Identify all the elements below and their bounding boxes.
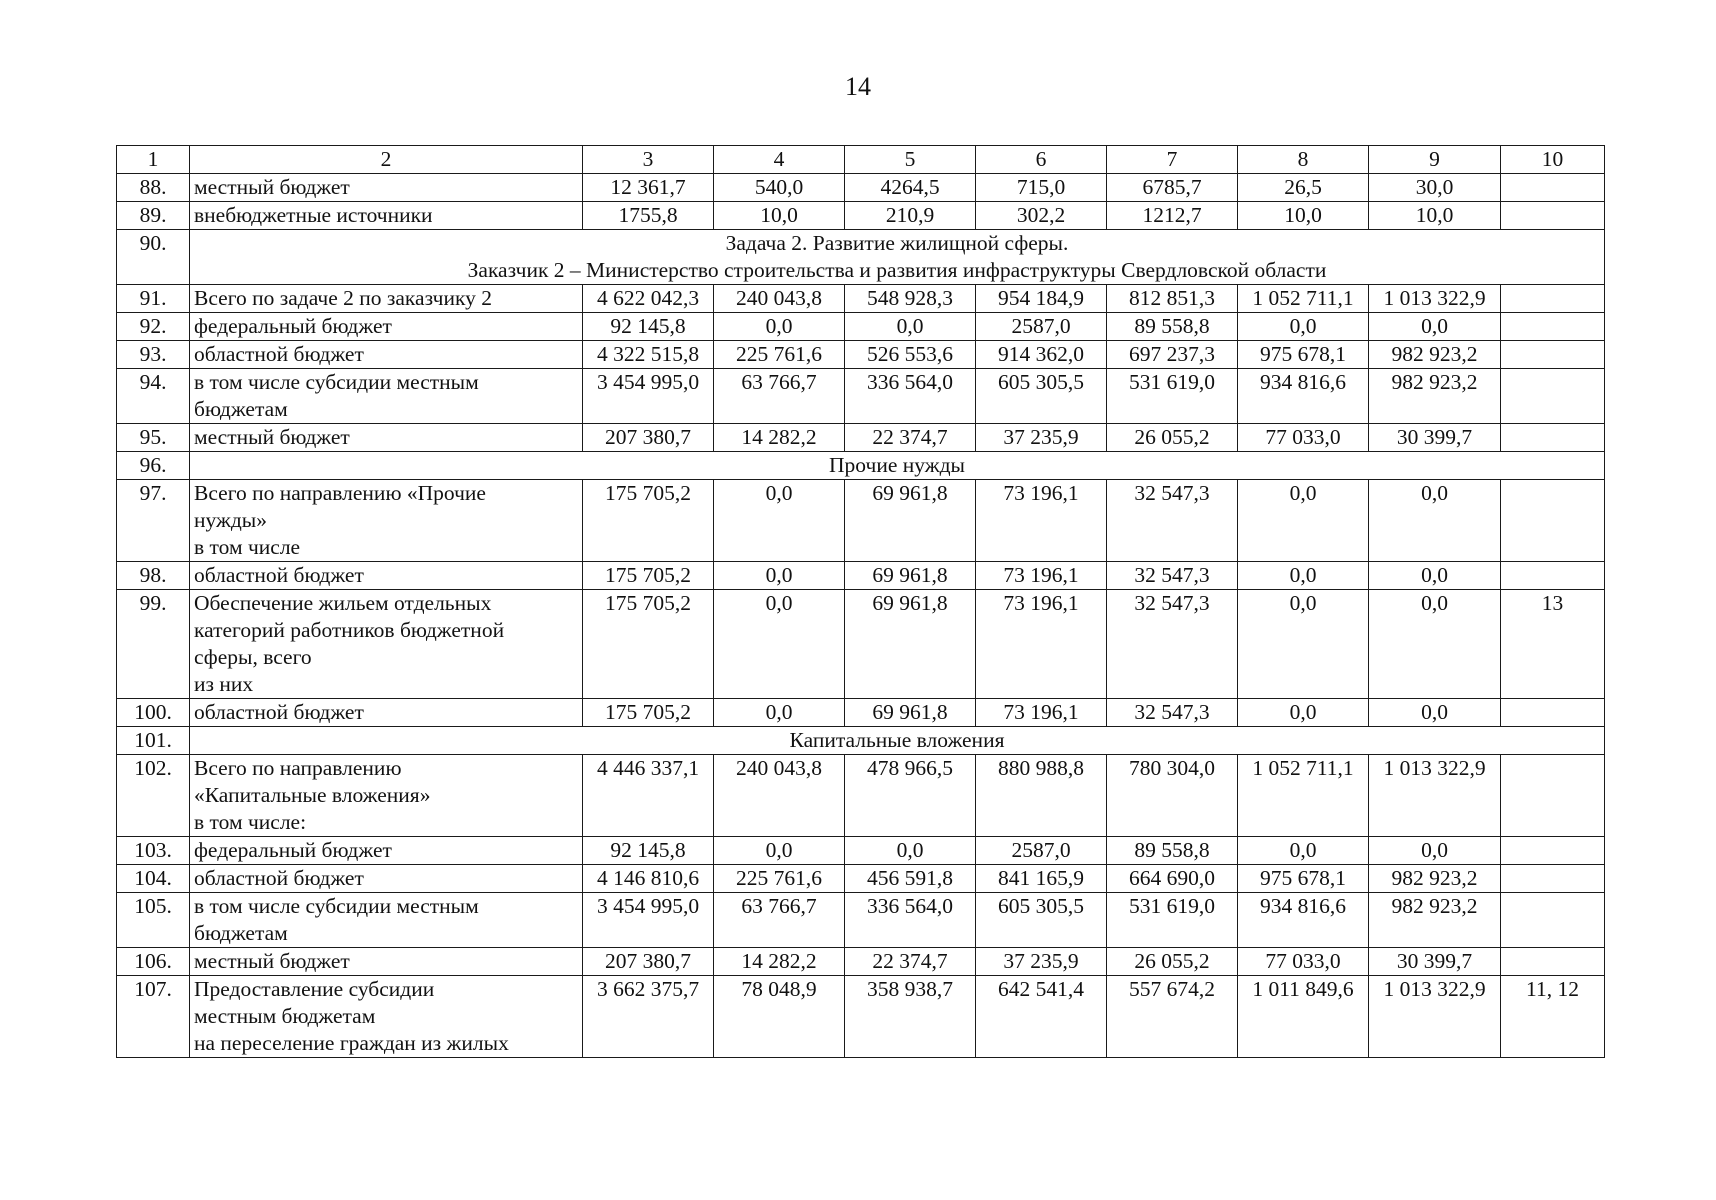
note-cell xyxy=(1501,369,1605,424)
value-cell: 10,0 xyxy=(1238,202,1369,230)
table-row xyxy=(117,424,1605,452)
row-number: 99. xyxy=(117,590,190,699)
row-number: 91. xyxy=(117,285,190,313)
value-cell: 73 196,1 xyxy=(976,590,1107,699)
table-row xyxy=(117,948,1605,976)
section-row xyxy=(117,452,1605,480)
value-cell: 557 674,2 xyxy=(1107,976,1238,1058)
header-cell: 3 xyxy=(583,146,714,174)
section-row xyxy=(117,230,1605,285)
value-cell: 531 619,0 xyxy=(1107,893,1238,948)
value-cell: 26,5 xyxy=(1238,174,1369,202)
header-row xyxy=(117,146,1605,174)
value-cell: 0,0 xyxy=(714,837,845,865)
row-number: 95. xyxy=(117,424,190,452)
row-number: 106. xyxy=(117,948,190,976)
value-cell: 302,2 xyxy=(976,202,1107,230)
table-row xyxy=(117,369,1605,424)
row-label: Всего по задаче 2 по заказчику 2 xyxy=(190,285,583,313)
table-row xyxy=(117,313,1605,341)
budget-table xyxy=(116,145,1605,1058)
row-label: областной бюджет xyxy=(190,865,583,893)
value-cell: 934 816,6 xyxy=(1238,893,1369,948)
value-cell: 78 048,9 xyxy=(714,976,845,1058)
value-cell: 715,0 xyxy=(976,174,1107,202)
value-cell: 92 145,8 xyxy=(583,313,714,341)
header-cell: 6 xyxy=(976,146,1107,174)
value-cell: 982 923,2 xyxy=(1369,369,1501,424)
row-label: Предоставление субсидии местным бюджетам на переселение граждан из жилых xyxy=(190,976,583,1058)
value-cell: 12 361,7 xyxy=(583,174,714,202)
row-label: Всего по направлению «Капитальные вложения» в том числе: xyxy=(190,755,583,837)
row-label: в том числе субсидии местным бюджетам xyxy=(190,369,583,424)
value-cell: 175 705,2 xyxy=(583,699,714,727)
value-cell: 1 052 711,1 xyxy=(1238,285,1369,313)
note-cell xyxy=(1501,174,1605,202)
table-row xyxy=(117,976,1605,1058)
value-cell: 0,0 xyxy=(1238,837,1369,865)
value-cell: 14 282,2 xyxy=(714,948,845,976)
value-cell: 26 055,2 xyxy=(1107,424,1238,452)
value-cell: 207 380,7 xyxy=(583,948,714,976)
value-cell: 0,0 xyxy=(1369,480,1501,562)
value-cell: 0,0 xyxy=(714,590,845,699)
value-cell: 77 033,0 xyxy=(1238,948,1369,976)
value-cell: 1 052 711,1 xyxy=(1238,755,1369,837)
row-number: 90. xyxy=(117,230,190,285)
value-cell: 22 374,7 xyxy=(845,424,976,452)
row-label: областной бюджет xyxy=(190,699,583,727)
value-cell: 697 237,3 xyxy=(1107,341,1238,369)
section-title: Капитальные вложения xyxy=(190,727,1605,755)
note-cell xyxy=(1501,893,1605,948)
value-cell: 526 553,6 xyxy=(845,341,976,369)
header-cell: 10 xyxy=(1501,146,1605,174)
note-cell xyxy=(1501,341,1605,369)
value-cell: 89 558,8 xyxy=(1107,313,1238,341)
value-cell: 63 766,7 xyxy=(714,369,845,424)
value-cell: 37 235,9 xyxy=(976,948,1107,976)
value-cell: 0,0 xyxy=(1238,562,1369,590)
value-cell: 10,0 xyxy=(714,202,845,230)
section-title: Прочие нужды xyxy=(190,452,1605,480)
row-label: областной бюджет xyxy=(190,562,583,590)
value-cell: 175 705,2 xyxy=(583,480,714,562)
value-cell: 89 558,8 xyxy=(1107,837,1238,865)
note-cell xyxy=(1501,948,1605,976)
row-label: местный бюджет xyxy=(190,424,583,452)
value-cell: 531 619,0 xyxy=(1107,369,1238,424)
value-cell: 92 145,8 xyxy=(583,837,714,865)
note-cell xyxy=(1501,285,1605,313)
row-number: 96. xyxy=(117,452,190,480)
table-row xyxy=(117,755,1605,837)
value-cell: 0,0 xyxy=(1238,313,1369,341)
value-cell: 30,0 xyxy=(1369,174,1501,202)
row-number: 97. xyxy=(117,480,190,562)
page-number: 14 xyxy=(845,72,871,101)
row-label: местный бюджет xyxy=(190,948,583,976)
table-row xyxy=(117,480,1605,562)
value-cell: 4 322 515,8 xyxy=(583,341,714,369)
row-number: 104. xyxy=(117,865,190,893)
value-cell: 175 705,2 xyxy=(583,590,714,699)
value-cell: 0,0 xyxy=(1238,699,1369,727)
table-row xyxy=(117,562,1605,590)
row-number: 92. xyxy=(117,313,190,341)
table-body xyxy=(117,146,1605,1058)
row-label: Обеспечение жильем отдельных категорий работников бюджетной сферы, всего из них xyxy=(190,590,583,699)
value-cell: 0,0 xyxy=(1369,590,1501,699)
row-number: 89. xyxy=(117,202,190,230)
value-cell: 0,0 xyxy=(1238,590,1369,699)
value-cell: 642 541,4 xyxy=(976,976,1107,1058)
value-cell: 3 454 995,0 xyxy=(583,369,714,424)
row-number: 105. xyxy=(117,893,190,948)
value-cell: 780 304,0 xyxy=(1107,755,1238,837)
section-title: Задача 2. Развитие жилищной сферы. Заказчик 2 – Министерство строительства и развития инфраструктуры Свердловской области xyxy=(190,230,1605,285)
row-number: 98. xyxy=(117,562,190,590)
value-cell: 336 564,0 xyxy=(845,369,976,424)
note-cell xyxy=(1501,699,1605,727)
value-cell: 548 928,3 xyxy=(845,285,976,313)
note-cell xyxy=(1501,562,1605,590)
value-cell: 0,0 xyxy=(1238,480,1369,562)
row-label: местный бюджет xyxy=(190,174,583,202)
value-cell: 0,0 xyxy=(1369,313,1501,341)
table-row xyxy=(117,699,1605,727)
value-cell: 934 816,6 xyxy=(1238,369,1369,424)
row-label: федеральный бюджет xyxy=(190,313,583,341)
value-cell: 358 938,7 xyxy=(845,976,976,1058)
value-cell: 30 399,7 xyxy=(1369,948,1501,976)
value-cell: 0,0 xyxy=(845,837,976,865)
value-cell: 982 923,2 xyxy=(1369,341,1501,369)
row-label: федеральный бюджет xyxy=(190,837,583,865)
value-cell: 1 013 322,9 xyxy=(1369,285,1501,313)
note-cell: 11, 12 xyxy=(1501,976,1605,1058)
value-cell: 32 547,3 xyxy=(1107,699,1238,727)
value-cell: 3 454 995,0 xyxy=(583,893,714,948)
value-cell: 0,0 xyxy=(1369,837,1501,865)
value-cell: 77 033,0 xyxy=(1238,424,1369,452)
note-cell xyxy=(1501,480,1605,562)
table-row xyxy=(117,174,1605,202)
note-cell xyxy=(1501,313,1605,341)
value-cell: 4 446 337,1 xyxy=(583,755,714,837)
value-cell: 0,0 xyxy=(714,562,845,590)
value-cell: 982 923,2 xyxy=(1369,893,1501,948)
value-cell: 30 399,7 xyxy=(1369,424,1501,452)
row-label: Всего по направлению «Прочие нужды» в том числе xyxy=(190,480,583,562)
value-cell: 336 564,0 xyxy=(845,893,976,948)
header-cell: 1 xyxy=(117,146,190,174)
value-cell: 1 013 322,9 xyxy=(1369,976,1501,1058)
value-cell: 63 766,7 xyxy=(714,893,845,948)
value-cell: 0,0 xyxy=(714,699,845,727)
value-cell: 26 055,2 xyxy=(1107,948,1238,976)
value-cell: 240 043,8 xyxy=(714,755,845,837)
value-cell: 73 196,1 xyxy=(976,480,1107,562)
value-cell: 975 678,1 xyxy=(1238,341,1369,369)
header-cell: 9 xyxy=(1369,146,1501,174)
value-cell: 69 961,8 xyxy=(845,562,976,590)
header-cell: 5 xyxy=(845,146,976,174)
row-number: 100. xyxy=(117,699,190,727)
value-cell: 0,0 xyxy=(845,313,976,341)
value-cell: 14 282,2 xyxy=(714,424,845,452)
value-cell: 2587,0 xyxy=(976,837,1107,865)
value-cell: 73 196,1 xyxy=(976,699,1107,727)
value-cell: 1755,8 xyxy=(583,202,714,230)
value-cell: 0,0 xyxy=(714,313,845,341)
value-cell: 664 690,0 xyxy=(1107,865,1238,893)
row-number: 93. xyxy=(117,341,190,369)
value-cell: 175 705,2 xyxy=(583,562,714,590)
row-label: внебюджетные источники xyxy=(190,202,583,230)
value-cell: 207 380,7 xyxy=(583,424,714,452)
note-cell xyxy=(1501,755,1605,837)
value-cell: 954 184,9 xyxy=(976,285,1107,313)
note-cell xyxy=(1501,837,1605,865)
value-cell: 605 305,5 xyxy=(976,893,1107,948)
value-cell: 478 966,5 xyxy=(845,755,976,837)
value-cell: 37 235,9 xyxy=(976,424,1107,452)
value-cell: 4 622 042,3 xyxy=(583,285,714,313)
value-cell: 0,0 xyxy=(1369,699,1501,727)
value-cell: 69 961,8 xyxy=(845,480,976,562)
note-cell xyxy=(1501,424,1605,452)
value-cell: 1 013 322,9 xyxy=(1369,755,1501,837)
value-cell: 841 165,9 xyxy=(976,865,1107,893)
value-cell: 69 961,8 xyxy=(845,699,976,727)
table-row xyxy=(117,893,1605,948)
value-cell: 240 043,8 xyxy=(714,285,845,313)
row-number: 102. xyxy=(117,755,190,837)
note-cell xyxy=(1501,865,1605,893)
section-row xyxy=(117,727,1605,755)
table-row xyxy=(117,865,1605,893)
value-cell: 225 761,6 xyxy=(714,865,845,893)
value-cell: 6785,7 xyxy=(1107,174,1238,202)
value-cell: 982 923,2 xyxy=(1369,865,1501,893)
value-cell: 22 374,7 xyxy=(845,948,976,976)
table-row xyxy=(117,341,1605,369)
value-cell: 975 678,1 xyxy=(1238,865,1369,893)
value-cell: 1212,7 xyxy=(1107,202,1238,230)
table-row xyxy=(117,202,1605,230)
table-row xyxy=(117,590,1605,699)
header-cell: 7 xyxy=(1107,146,1238,174)
value-cell: 914 362,0 xyxy=(976,341,1107,369)
value-cell: 4 146 810,6 xyxy=(583,865,714,893)
value-cell: 0,0 xyxy=(1369,562,1501,590)
note-cell xyxy=(1501,202,1605,230)
value-cell: 73 196,1 xyxy=(976,562,1107,590)
row-label: областной бюджет xyxy=(190,341,583,369)
header-cell: 4 xyxy=(714,146,845,174)
row-number: 107. xyxy=(117,976,190,1058)
value-cell: 10,0 xyxy=(1369,202,1501,230)
value-cell: 2587,0 xyxy=(976,313,1107,341)
row-number: 101. xyxy=(117,727,190,755)
value-cell: 32 547,3 xyxy=(1107,590,1238,699)
value-cell: 69 961,8 xyxy=(845,590,976,699)
value-cell: 4264,5 xyxy=(845,174,976,202)
header-cell: 2 xyxy=(190,146,583,174)
value-cell: 456 591,8 xyxy=(845,865,976,893)
value-cell: 32 547,3 xyxy=(1107,480,1238,562)
value-cell: 32 547,3 xyxy=(1107,562,1238,590)
note-cell: 13 xyxy=(1501,590,1605,699)
value-cell: 225 761,6 xyxy=(714,341,845,369)
row-number: 94. xyxy=(117,369,190,424)
value-cell: 540,0 xyxy=(714,174,845,202)
value-cell: 3 662 375,7 xyxy=(583,976,714,1058)
header-cell: 8 xyxy=(1238,146,1369,174)
row-number: 88. xyxy=(117,174,190,202)
table-row xyxy=(117,285,1605,313)
row-number: 103. xyxy=(117,837,190,865)
table-row xyxy=(117,837,1605,865)
value-cell: 880 988,8 xyxy=(976,755,1107,837)
value-cell: 0,0 xyxy=(714,480,845,562)
value-cell: 605 305,5 xyxy=(976,369,1107,424)
value-cell: 210,9 xyxy=(845,202,976,230)
value-cell: 812 851,3 xyxy=(1107,285,1238,313)
row-label: в том числе субсидии местным бюджетам xyxy=(190,893,583,948)
value-cell: 1 011 849,6 xyxy=(1238,976,1369,1058)
